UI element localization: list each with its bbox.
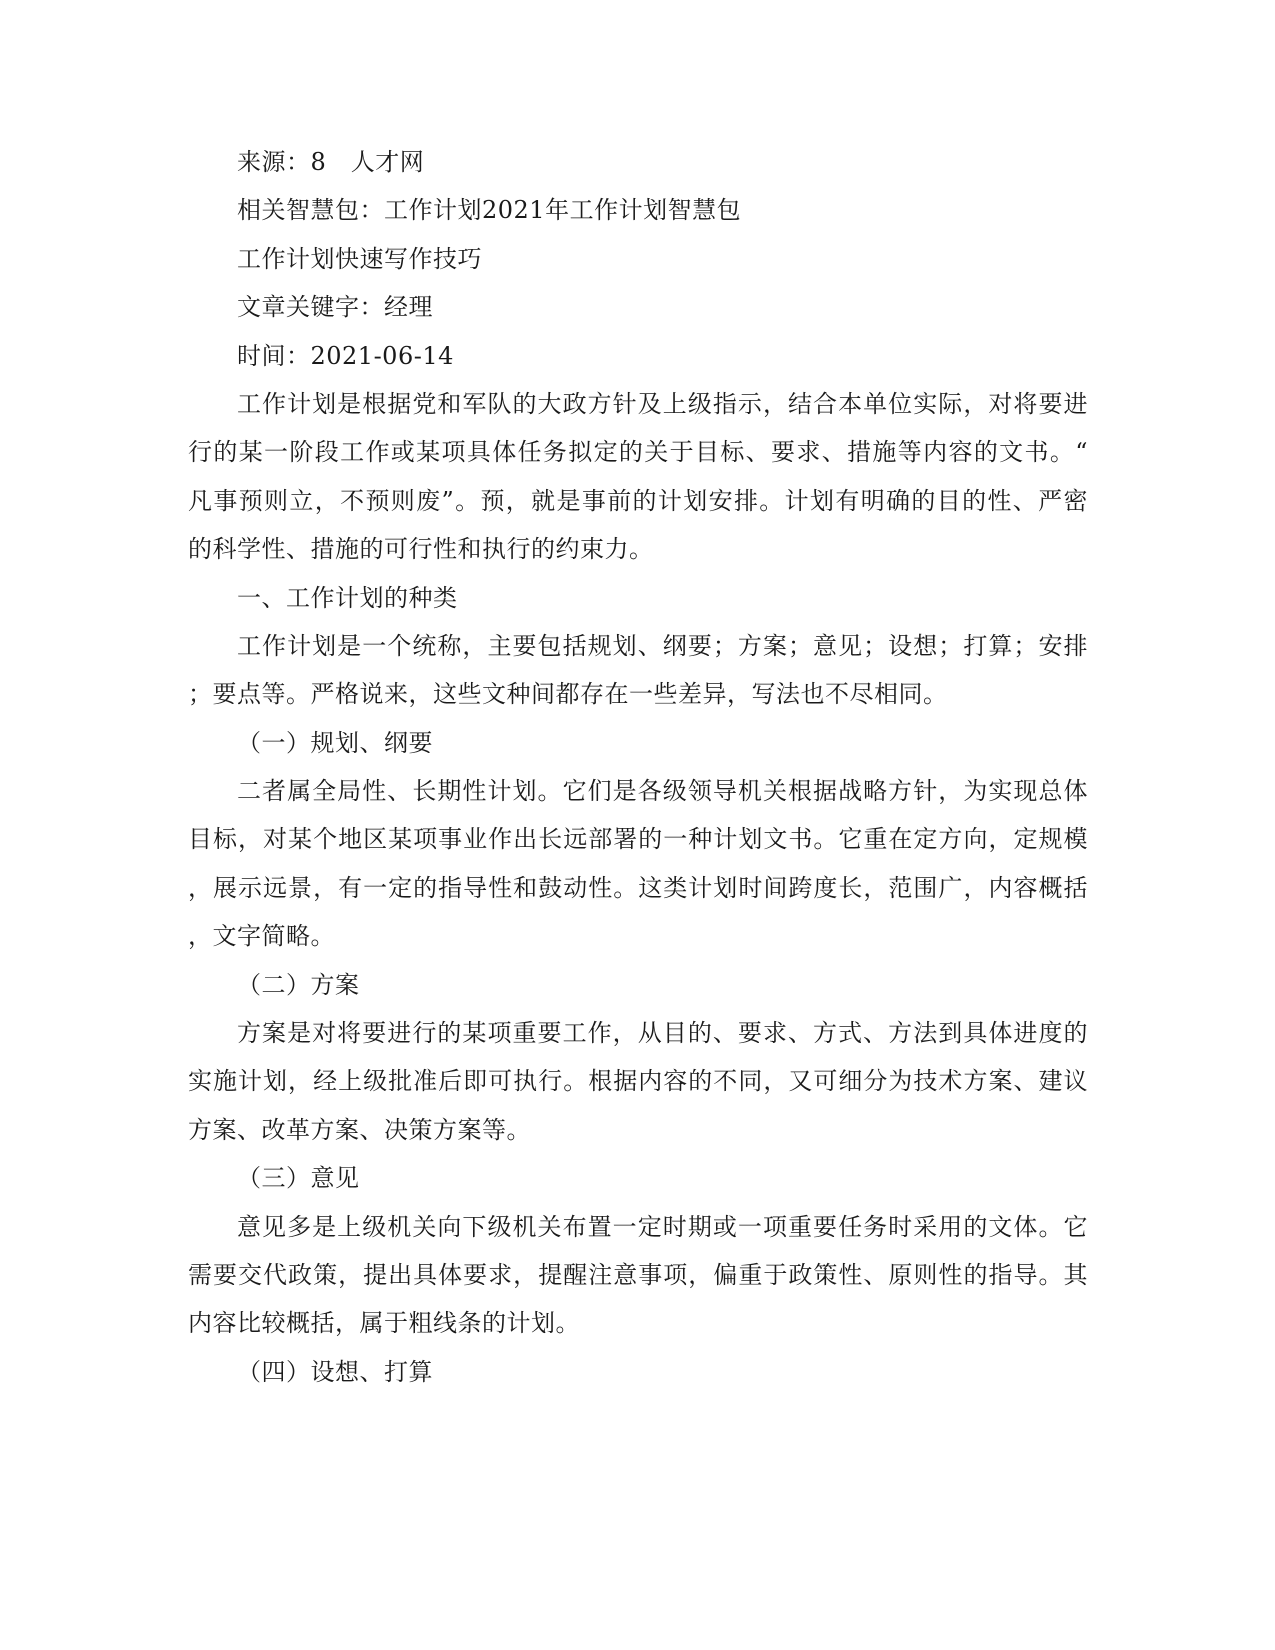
subsection-heading: （四）设想、打算 <box>237 1357 433 1386</box>
paragraph-line: 工作计划是一个统称，主要包括规划、纲要；方案；意见；设想；打算；安排 <box>237 631 1088 660</box>
subsection-heading: （二）方案 <box>237 970 360 999</box>
paragraph-line: 方案、改革方案、决策方案等。 <box>188 1115 531 1144</box>
paragraph-line: ，展示远景，有一定的指导性和鼓动性。这类计划时间跨度长，范围广，内容概括 <box>188 873 1088 902</box>
paragraph-line: 方案是对将要进行的某项重要工作，从目的、要求、方式、方法到具体进度的 <box>237 1019 1088 1048</box>
section1-paragraph <box>188 622 1088 719</box>
sub2-paragraph <box>188 1009 1088 1154</box>
paragraph-line: ，文字简略。 <box>188 922 335 951</box>
intro-line: 行的某一阶段工作或某项具体任务拟定的关于目标、要求、措施等内容的文书。“ <box>188 438 1088 467</box>
sub3-paragraph <box>188 1203 1088 1348</box>
intro-line: 的科学性、措施的可行性和执行的约束力。 <box>188 535 654 564</box>
document-body <box>188 138 1088 1396</box>
intro-line: 凡事预则立，不预则废”。预，就是事前的计划安排。计划有明确的目的性、严密 <box>188 486 1088 515</box>
paragraph-line: 内容比较概括，属于粗线条的计划。 <box>188 1309 580 1338</box>
section-heading: 一、工作计划的种类 <box>237 583 458 612</box>
related-line: 相关智慧包：工作计划2021年工作计划智慧包 <box>237 196 742 225</box>
sub1-paragraph <box>188 767 1088 961</box>
paragraph-line: 目标，对某个地区某项事业作出长远部署的一种计划文书。它重在定方向，定规模 <box>188 825 1088 854</box>
intro-paragraph <box>188 380 1088 574</box>
paragraph-line: ；要点等。严格说来，这些文种间都存在一些差异，写法也不尽相同。 <box>188 680 948 709</box>
keywords-line: 文章关键字：经理 <box>237 293 433 322</box>
paragraph-line: 需要交代政策，提出具体要求，提醒注意事项，偏重于政策性、原则性的指导。其 <box>188 1260 1088 1289</box>
subsection-heading: （三）意见 <box>237 1164 360 1193</box>
paragraph-line: 意见多是上级机关向下级机关布置一定时期或一项重要任务时采用的文体。它 <box>237 1212 1088 1241</box>
time-line: 时间：2021-06-14 <box>237 341 454 370</box>
tips-line: 工作计划快速写作技巧 <box>237 244 482 273</box>
subsection-heading: （一）规划、纲要 <box>237 728 433 757</box>
paragraph-line: 实施计划，经上级批准后即可执行。根据内容的不同，又可细分为技术方案、建议 <box>188 1067 1088 1096</box>
paragraph-line: 二者属全局性、长期性计划。它们是各级领导机关根据战略方针，为实现总体 <box>237 777 1088 806</box>
source-line: 来源：8 人才网 <box>237 148 425 176</box>
intro-line: 工作计划是根据党和军队的大政方针及上级指示，结合本单位实际，对将要进 <box>237 389 1088 418</box>
